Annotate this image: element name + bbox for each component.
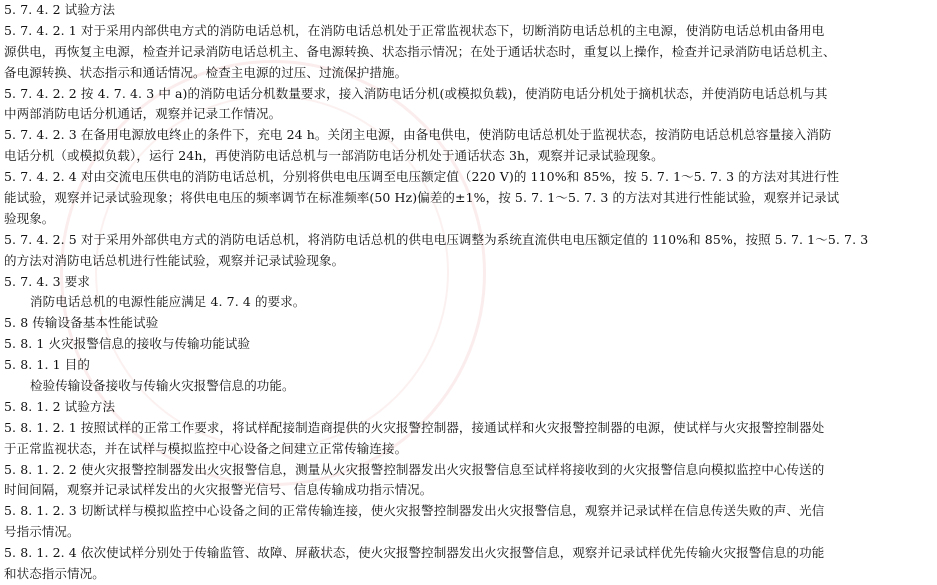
paragraph-line: 验现象。 bbox=[4, 210, 55, 226]
paragraph-line: 5. 7. 4. 2. 4 对由交流电压供电的消防电话总机，分别将供电电压调至电压额定值（220 V)的 110%和 85%，按 5. 7. 1～5. 7. 3 的方法对其进行性 bbox=[4, 169, 840, 185]
paragraph-line: 源供电，再恢复主电源，检查并记录消防电话总机主、备电源转换、状态指示情况；在处于通话状态时，重复以上操作，检查并记录消防电话总机主、 bbox=[4, 43, 836, 59]
paragraph-line: 5. 7. 4. 2. 3 在备用电源放电终止的条件下，充电 24 h。关闭主电源，由备电供电，使消防电话总机处于监视状态，按消防电话总机总容量接入消防 bbox=[4, 127, 832, 143]
section-heading: 5. 7. 4. 2 试验方法 bbox=[4, 2, 116, 17]
paragraph-line: 能试验，观察并记录试验现象；将供电电压的频率调节在标准频率(50 Hz)偏差的±1%，按 5. 7. 1～5. 7. 3 的方法对其进行性能试验，观察并记录试 bbox=[4, 190, 840, 206]
paragraph-line: 消防电话总机的电源性能应满足 4. 7. 4 的要求。 bbox=[30, 294, 306, 310]
section-heading: 5. 8. 1 火灾报警信息的接收与传输功能试验 bbox=[4, 336, 251, 352]
paragraph-line: 5. 7. 4. 2. 1 对于采用内部供电方式的消防电话总机，在消防电话总机处于正常监视状态下，切断消防电话总机的主电源，使消防电话总机由备用电 bbox=[4, 22, 825, 38]
paragraph-line: 号指示情况。 bbox=[4, 524, 80, 540]
paragraph-line: 5. 7. 4. 2. 5 对于采用外部供电方式的消防电话总机，将消防电话总机的供电电压调整为系统直流供电电压额定值的 110%和 85%，按照 5. 7. 1～5. 7. 3 bbox=[4, 231, 869, 247]
section-heading: 5. 8 传输设备基本性能试验 bbox=[4, 315, 159, 331]
paragraph-line: 时间间隔，观察并记录试样发出的火灾报警光信号、信息传输成功指示情况。 bbox=[4, 482, 433, 498]
paragraph-line: 5. 8. 1. 2. 4 依次使试样分别处于传输监管、故障、屏蔽状态，使火灾报警控制器发出火灾报警信息，观察并记录试样优先传输火灾报警信息的功能 bbox=[4, 545, 825, 561]
paragraph-line: 备电源转换、状态指示和通话情况。检查主电源的过压、过流保护措施。 bbox=[4, 64, 408, 80]
paragraph-line: 的方法对消防电话总机进行性能试验，观察并记录试验现象。 bbox=[4, 252, 345, 268]
section-heading: 5. 8. 1. 2 试验方法 bbox=[4, 398, 116, 414]
paragraph-line: 5. 8. 1. 2. 2 使火灾报警控制器发出火灾报警信息，测量从火灾报警控制器发出火灾报警信息至试样将接收到的火灾报警信息向模拟监控中心传送的 bbox=[4, 461, 825, 477]
paragraph-line: 5. 7. 4. 2. 2 按 4. 7. 4. 3 中 a)的消防电话分机数量要求，接入消防电话分机(或模拟负载)，使消防电话分机处于摘机状态，并使消防电话总机与其 bbox=[4, 85, 828, 101]
document-body bbox=[4, 0, 934, 585]
paragraph-line: 5. 8. 1. 2. 3 切断试样与模拟监控中心设备之间的正常传输连接，使火灾报警控制器发出火灾报警信息，观察并记录试样在信息传送失败的声、光信 bbox=[4, 503, 825, 519]
section-heading: 5. 8. 1. 1 目的 bbox=[4, 357, 90, 373]
paragraph-line: 和状态指示情况。 bbox=[4, 566, 105, 582]
paragraph-line: 5. 8. 1. 2. 1 按照试样的正常工作要求，将试样配接制造商提供的火灾报警控制器，接通试样和火灾报警控制器的电源，使试样与火灾报警控制器处 bbox=[4, 419, 825, 435]
paragraph-line: 检验传输设备接收与传输火灾报警信息的功能。 bbox=[30, 378, 295, 394]
section-heading: 5. 7. 4. 3 要求 bbox=[4, 273, 90, 289]
paragraph-line: 中两部消防电话分机通话，观察并记录工作情况。 bbox=[4, 106, 282, 122]
paragraph-line: 电话分机（或模拟负载），运行 24h，再使消防电话总机与一部消防电话分机处于通话状态 3h，观察并记录试验现象。 bbox=[4, 148, 664, 164]
paragraph-line: 于正常监视状态，并在试样与模拟监控中心设备之间建立正常传输连接。 bbox=[4, 440, 408, 456]
